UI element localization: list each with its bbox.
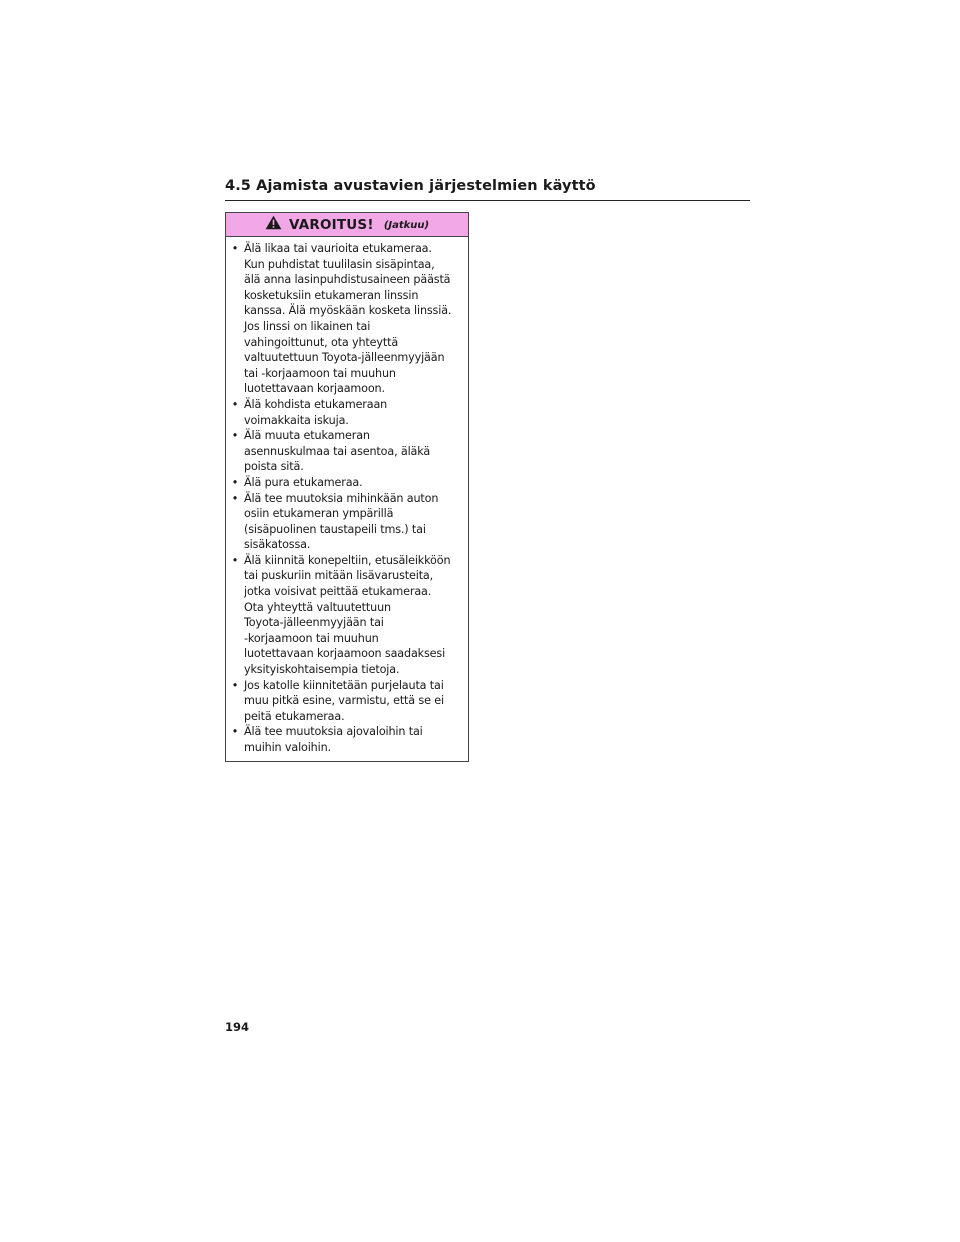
warning-continued-label: (Jatkuu) <box>383 220 430 231</box>
warning-item <box>229 553 464 678</box>
warning-item <box>229 397 464 428</box>
warning-item-text: Älä kiinnitä konepeltiin, etusäleikköön tai puskuriin mitään lisävarusteita, jotka voisivat peittää etukameraa. Ota yhteyttä valtuutettuun Toyota-jälleenmyyjään tai -korjaamoon tai muuhun luotettavaan korjaamoon saadaksesi yksityiskohtaisempia tietoja. <box>244 553 451 677</box>
warning-item-text: Älä kohdista etukameraan voimakkaita iskuja. <box>244 397 388 427</box>
section-header <box>225 178 750 201</box>
bullet: • <box>231 429 239 443</box>
warning-triangle-icon <box>265 213 282 236</box>
bullet: • <box>231 491 239 505</box>
warning-list <box>226 237 468 756</box>
bullet: • <box>231 397 239 411</box>
bullet: • <box>231 242 239 255</box>
warning-header <box>226 213 468 237</box>
warning-item-text: Älä tee muutoksia mihinkään auton osiin etukameran ympärillä (sisäpuolinen taustapeili tms.) tai sisäkatossa. <box>244 491 439 552</box>
warning-item <box>229 241 464 397</box>
section-title: 4.5 Ajamista avustavien järjestelmien käyttö <box>225 178 596 194</box>
bullet: • <box>231 678 239 692</box>
warning-item-text: Älä likaa tai vaurioita etukameraa. Kun puhdistat tuulilasin sisäpintaa, älä anna lasinpuhdistusaineen päästä kosketuksiin etukameran linssin kanssa. Älä myöskään kosketa linssiä. Jos linssi on likainen tai vahingoittunut, ota yhteyttä valtuutettuun Toyota-jälleenmyyjään tai -korjaamoon tai muuhun luotettavaan korjaamoon. <box>244 242 452 396</box>
page-number: 194 <box>225 1020 250 1034</box>
warning-item <box>229 475 464 491</box>
warning-title: VAROITUS! <box>288 217 374 233</box>
warning-item <box>229 491 464 553</box>
warning-item <box>229 724 464 755</box>
warning-item <box>229 428 464 475</box>
warning-item <box>229 678 464 725</box>
bullet: • <box>231 475 239 489</box>
warning-item-text: Älä tee muutoksia ajovaloihin tai muihin valoihin. <box>244 725 423 754</box>
warning-box <box>225 212 469 762</box>
warning-item-text: Älä muuta etukameran asennuskulmaa tai asentoa, äläkä poista sitä. <box>244 429 431 474</box>
bullet: • <box>231 725 239 739</box>
bullet: • <box>231 553 239 567</box>
warning-item-text: Älä pura etukameraa. <box>244 475 363 489</box>
warning-item-text: Jos katolle kiinnitetään purjelauta tai muu pitkä esine, varmistu, että se ei peitä etukameraa. <box>244 678 444 723</box>
